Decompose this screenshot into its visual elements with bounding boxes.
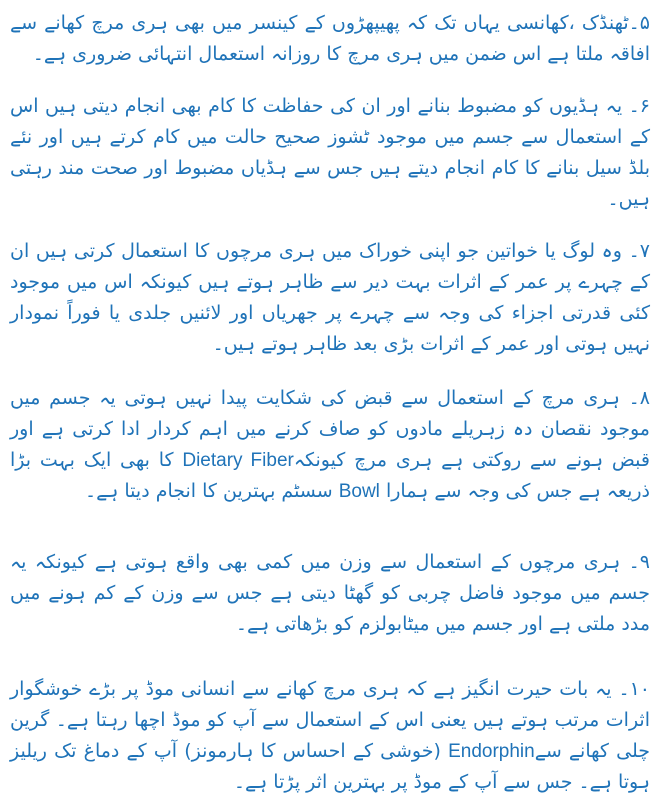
english-term-bowl: Bowl bbox=[338, 481, 380, 502]
paragraph-6 bbox=[10, 91, 650, 215]
paragraph-text: ۔ٹھنڈک ،کھانسی یہاں تک کہ پھیپھڑوں کے کینسر میں بھی ہری مرچ کھانے سے افاقہ ملتا ہے اس ضمن میں ہری مرچ کا روزانہ استعمال انتہائی ضروری ہے۔ bbox=[10, 12, 650, 65]
paragraph-7 bbox=[10, 236, 650, 360]
paragraph-number: ۱۰ bbox=[629, 678, 650, 700]
paragraph-text: ۔ یہ بات حیرت انگیز ہے کہ ہری مرچ کھانے سے انسانی موڈ پر بڑے خوشگوار اثرات مرتب ہوتے ہیں یعنی اس کے استعمال سے آپ کو موڈ اچھا رہتا ہے۔ گرین چلی کھانے سے bbox=[10, 678, 650, 762]
english-term-endorphin: Endorphin bbox=[448, 741, 535, 762]
paragraph-number: ۶ bbox=[639, 95, 650, 117]
paragraph-text-continued: (خوشی کے احساس کا ہارمونز) آپ کے دماغ تک ریلیز ہوتا ہے۔ جس سے آپ کے موڈ پر بہترین اثر پڑتا ہے۔ bbox=[10, 740, 650, 793]
paragraph-text: ۔ ہری مرچوں کے استعمال سے وزن میں کمی بھی واقع ہوتی ہے کیونکہ یہ جسم میں موجود فاضل چربی کو گھٹا دیتی ہے جس سے وزن کے کم ہونے میں مدد ملتی ہے اور جسم میں میٹابولزم کو بڑھاتی ہے۔ bbox=[10, 551, 650, 635]
paragraph-text: ۔ وہ لوگ یا خواتین جو اپنی خوراک میں ہری مرچوں کا استعمال کرتی ہیں ان کے چہرے پر عمر کے اثرات بہت دیر سے ظاہر ہوتے ہیں کیونکہ اس میں موجود کئی قدرتی اجزاء کی وجہ سے چہرے پر جھریاں اور لائنیں جلدی یا فوراً نمودار نہیں ہوتی اور عمر کے اثرات بڑی بعد ظاہر ہوتے ہیں۔ bbox=[10, 240, 650, 355]
paragraph-number: ۹ bbox=[639, 551, 650, 573]
english-term-dietary-fiber: Dietary Fiber bbox=[182, 450, 294, 471]
paragraph-8 bbox=[10, 383, 650, 507]
paragraph-text-end: سسٹم بہترین کا انجام دیتا ہے۔ bbox=[84, 480, 339, 502]
paragraph-9 bbox=[10, 547, 650, 640]
paragraph-text-continued: کا بھی ایک بہت بڑا ذریعہ ہے جس کی وجہ سے ہمارا bbox=[10, 449, 650, 502]
paragraph-number: ۸ bbox=[639, 387, 650, 409]
paragraph-number: ۵ bbox=[639, 12, 650, 34]
paragraph-text: ۔ یہ ہڈیوں کو مضبوط بنانے اور ان کی حفاظت کا کام بھی انجام دیتی ہیں اس کے استعمال سے جسم میں موجود ٹشوز صحیح حالت میں کام کرتے ہیں اور نئے بلڈ سیل بنانے کا کام انجام دیتے ہیں جس سے ہڈیاں مضبوط اور صحت مند رہتی ہیں۔ bbox=[10, 95, 650, 210]
paragraph-text: ۔ ہری مرچ کے استعمال سے قبض کی شکایت پیدا نہیں ہوتی یہ جسم میں موجود نقصان دہ زہریلے مادوں کو صاف کرنے میں اہم کردار ادا کرتی ہے اور قبض ہونے سے روکتی ہے ہری مرچ کیونکہ bbox=[10, 387, 650, 471]
paragraph-number: ۷ bbox=[639, 240, 650, 262]
paragraph-5 bbox=[10, 8, 650, 70]
paragraph-10 bbox=[10, 674, 650, 798]
